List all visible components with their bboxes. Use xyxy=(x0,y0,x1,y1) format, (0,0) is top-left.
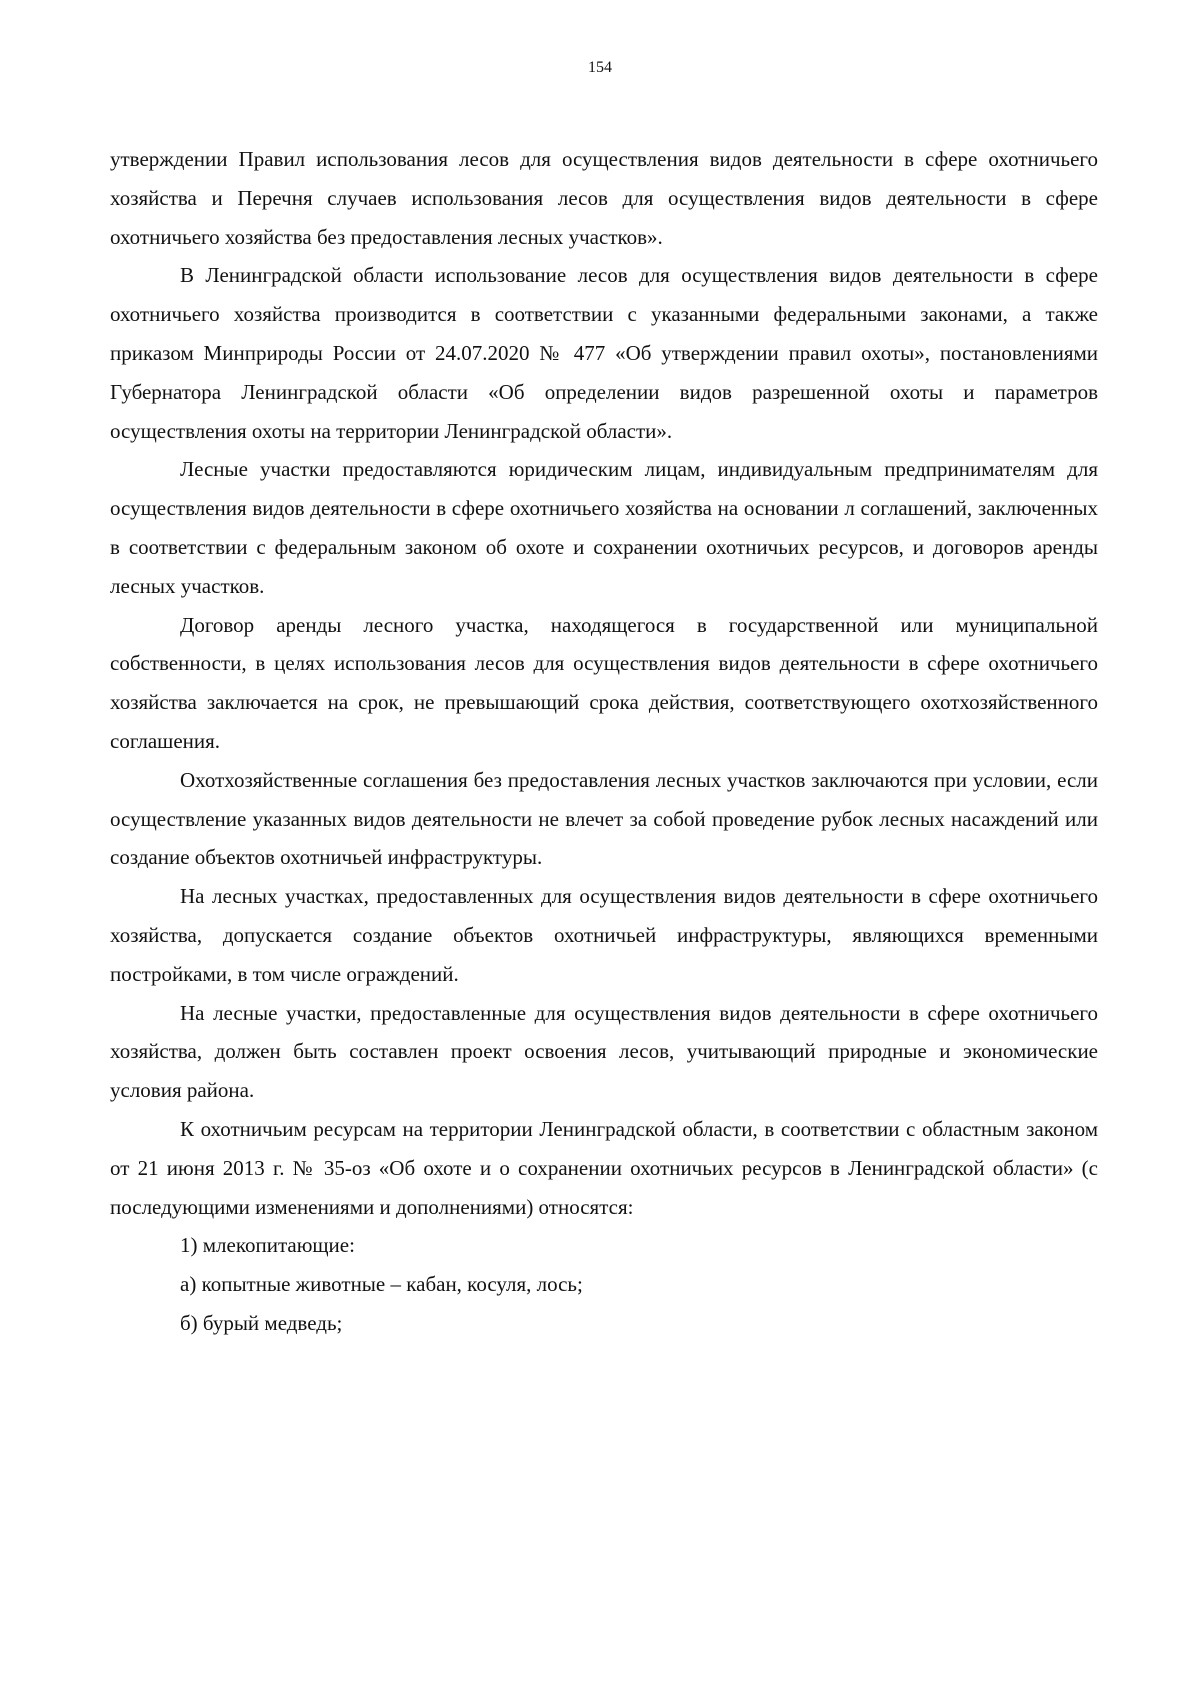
paragraph-lease-agreement: Договор аренды лесного участка, находящегося в государственной или муниципальной собственности, в целях использования лесов для осуществления видов деятельности в сфере охотничьего хозяйства заключается на срок, не превышающий срока действия, соответствующего охотхозяйственного соглашения. xyxy=(110,612,1098,753)
document-body xyxy=(110,140,1098,1343)
list-item-mammals: 1) млекопитающие: xyxy=(180,1233,355,1258)
paragraph-continuation: утверждении Правил использования лесов для осуществления видов деятельности в сфере охотничьего хозяйства и Перечня случаев использования лесов для осуществления видов деятельности в сфере охотничьего хозяйства без предоставления лесных участков». xyxy=(110,147,1098,249)
paragraph-hunting-agreements: Охотхозяйственные соглашения без предоставления лесных участков заключаются при условии, если осуществление указанных видов деятельности не влечет за собой проведение рубок лесных насаждений или создание объектов охотничьей инфраструктуры. xyxy=(110,767,1098,870)
paragraph-forest-use-leningrad: В Ленинградской области использование лесов для осуществления видов деятельности в сфере охотничьего хозяйства производится в соответствии с указанными федеральными законами, а также приказом Минприроды России от 24.07.2020 № 477 «Об утверждении правил охоты», постановлениями Губернатора Ленинградской области «Об определении видов разрешенной охоты и параметров осуществления охоты на территории Ленинградской области». xyxy=(110,263,1098,443)
paragraph-forest-development-project: На лесные участки, предоставленные для осуществления видов деятельности в сфере охотничьего хозяйства, должен быть составлен проект освоения лесов, учитывающий природные и экономические условия района. xyxy=(110,1000,1098,1103)
paragraph-forest-plots-provision: Лесные участки предоставляются юридическим лицам, индивидуальным предпринимателям для осуществления видов деятельности в сфере охотничьего хозяйства на основании л соглашений, заключенных в соответствии с федеральным законом об охоте и сохранении охотничьих ресурсов, и договоров аренды лесных участков. xyxy=(110,457,1098,598)
paragraph-hunting-infrastructure: На лесных участках, предоставленных для осуществления видов деятельности в сфере охотничьего хозяйства, допускается создание объектов охотничьей инфраструктуры, являющихся временными постройками, в том числе ограждений. xyxy=(110,884,1098,986)
paragraph-hunting-resources: К охотничьим ресурсам на территории Ленинградской области, в соответствии с областным законом от 21 июня 2013 г. № 35-оз «Об охоте и о сохранении охотничьих ресурсов в Ленинградской области» (с последующими изменениями и дополнениями) относятся: xyxy=(110,1116,1098,1219)
list-item-brown-bear: б) бурый медведь; xyxy=(180,1310,343,1335)
page-number: 154 xyxy=(588,59,612,76)
list-item-ungulates: а) копытные животные – кабан, косуля, лось; xyxy=(180,1272,583,1297)
